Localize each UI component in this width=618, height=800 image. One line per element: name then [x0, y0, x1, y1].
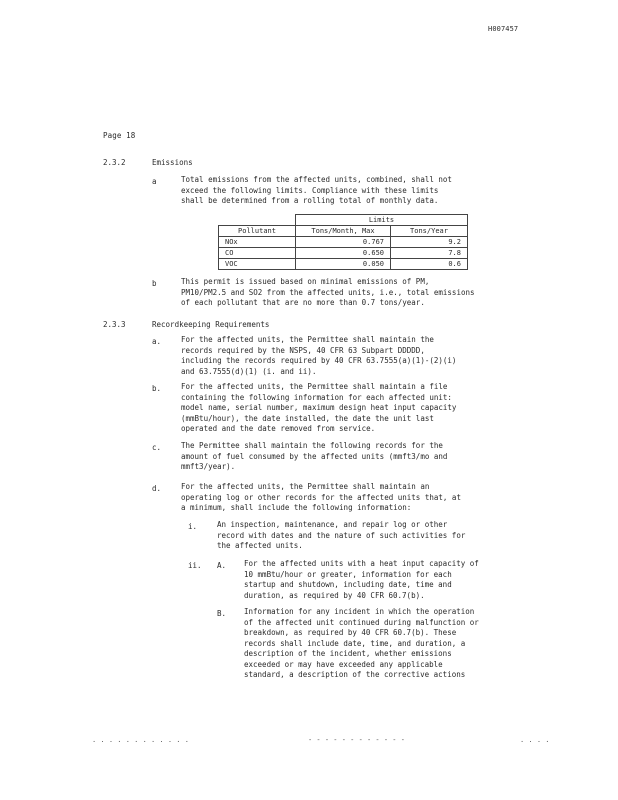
subitem-letter: B.: [217, 609, 227, 618]
text-line: records required by the NSPS, 40 CFR 63 Subpart DDDDD,: [181, 345, 425, 355]
table-cell: 0.767: [296, 237, 391, 248]
text-line: amount of fuel consumed by the affected units (mmft3/mo and: [181, 451, 448, 461]
table-header-pollutant: Pollutant: [219, 226, 296, 237]
text-line: records shall include date, time, and duration, a: [244, 638, 466, 648]
text-line: startup and shutdown, including date, time and: [244, 580, 452, 589]
subitem-letter: A.: [217, 561, 227, 570]
table-header-tons-year: Tons/Year: [391, 226, 468, 237]
footer-center-marks: - - - - - - - - - - - -: [308, 736, 405, 744]
item-letter: d.: [152, 484, 162, 493]
paragraph-recordkeeping-c: [181, 441, 447, 473]
item-letter: a.: [152, 337, 162, 346]
text-line: For the affected units, the Permittee shall maintain a file: [181, 382, 448, 391]
paragraph-subitem-ii-a: [244, 559, 479, 601]
table-row: [219, 237, 468, 248]
text-line: a minimum, shall include the following information:: [181, 503, 412, 512]
section-number: 2.3.3: [103, 320, 126, 329]
text-line: PM10/PM2.5 and SO2 from the affected units, i.e., total emissions: [181, 287, 475, 297]
text-line: For the affected units, the Permittee shall maintain the: [181, 335, 434, 344]
text-line: Total emissions from the affected units, combined, shall not: [181, 175, 452, 184]
text-line: record with dates and the nature of such activities for: [217, 530, 466, 540]
text-line: For the affected units with a heat input capacity of: [244, 559, 479, 568]
table-header-tons-month: Tons/Month, Max: [296, 226, 391, 237]
table-cell: VOC: [219, 259, 296, 270]
text-line: containing the following information for each affected unit:: [181, 392, 452, 402]
text-line: shall be determined from a rolling total of monthly data.: [181, 196, 439, 205]
text-line: (mmBtu/hour), the date installed, the date the unit last: [181, 413, 434, 423]
text-line: mmft3/year).: [181, 462, 236, 471]
paragraph-recordkeeping-a: [181, 335, 456, 377]
document-id: H007457: [488, 25, 519, 33]
table-cell: 9.2: [391, 237, 468, 248]
subitem-roman: ii.: [188, 561, 202, 570]
paragraph-emissions-a: [181, 175, 452, 207]
text-line: model name, serial number, maximum design heat input capacity: [181, 403, 457, 412]
text-line: Information for any incident in which the operation: [244, 607, 475, 616]
text-line: the affected units.: [217, 541, 303, 550]
subitem-roman: i.: [188, 522, 198, 531]
section-heading: Emissions: [152, 158, 193, 167]
paragraph-subitem-ii-b: [244, 607, 479, 681]
text-line: exceed the following limits. Compliance with these limits: [181, 185, 439, 195]
text-line: For the affected units, the Permittee shall maintain an: [181, 482, 430, 491]
text-line: breakdown, as required by 40 CFR 60.7(b). These: [244, 628, 457, 637]
table-row: [219, 259, 468, 270]
table-cell: 7.8: [391, 248, 468, 259]
table-row: [219, 248, 468, 259]
item-letter: b: [152, 279, 157, 288]
paragraph-subitem-i: [217, 520, 465, 552]
section-number: 2.3.2: [103, 158, 126, 167]
text-line: operated and the date removed from service.: [181, 424, 376, 433]
text-line: standard, a description of the corrective actions: [244, 670, 466, 679]
page-label: Page 18: [103, 131, 136, 140]
text-line: duration, as required by 40 CFR 60.7(b).: [244, 590, 425, 600]
text-line: An inspection, maintenance, and repair log or other: [217, 520, 448, 529]
text-line: of each pollutant that are no more than 0.7 tons/year.: [181, 298, 425, 307]
text-line: exceeded or may have exceeded any applicable: [244, 659, 443, 669]
footer-right-marks: . . . .: [520, 736, 550, 744]
text-line: of the affected unit continued during malfunction or: [244, 617, 479, 627]
text-line: description of the incident, whether emissions: [244, 649, 452, 658]
text-line: This permit is issued based on minimal emissions of PM,: [181, 277, 430, 286]
table-cell: CO: [219, 248, 296, 259]
item-letter: c.: [152, 443, 162, 452]
table-header-limits: Limits: [296, 215, 468, 226]
footer-left-marks: . . . . . . . . . . . .: [92, 736, 189, 744]
item-letter: b.: [152, 384, 162, 393]
table-cell: 0.050: [296, 259, 391, 270]
text-line: and 63.7555(d)(1) (i. and ii).: [181, 366, 317, 376]
paragraph-recordkeeping-b: [181, 382, 456, 435]
table-cell: 0.6: [391, 259, 468, 270]
table-cell: NOx: [219, 237, 296, 248]
text-line: The Permittee shall maintain the following records for the: [181, 441, 443, 450]
text-line: including the records required by 40 CFR 63.7555(a)(1)-(2)(i): [181, 356, 457, 365]
emission-limits-table: [218, 214, 468, 270]
section-heading: Recordkeeping Requirements: [152, 320, 270, 329]
text-line: 10 mmBtu/hour or greater, information for each: [244, 569, 452, 579]
paragraph-recordkeeping-d: [181, 482, 461, 514]
text-line: operating log or other records for the affected units that, at: [181, 492, 461, 502]
item-letter: a: [152, 177, 157, 186]
table-cell: 0.650: [296, 248, 391, 259]
paragraph-emissions-b: [181, 277, 475, 309]
